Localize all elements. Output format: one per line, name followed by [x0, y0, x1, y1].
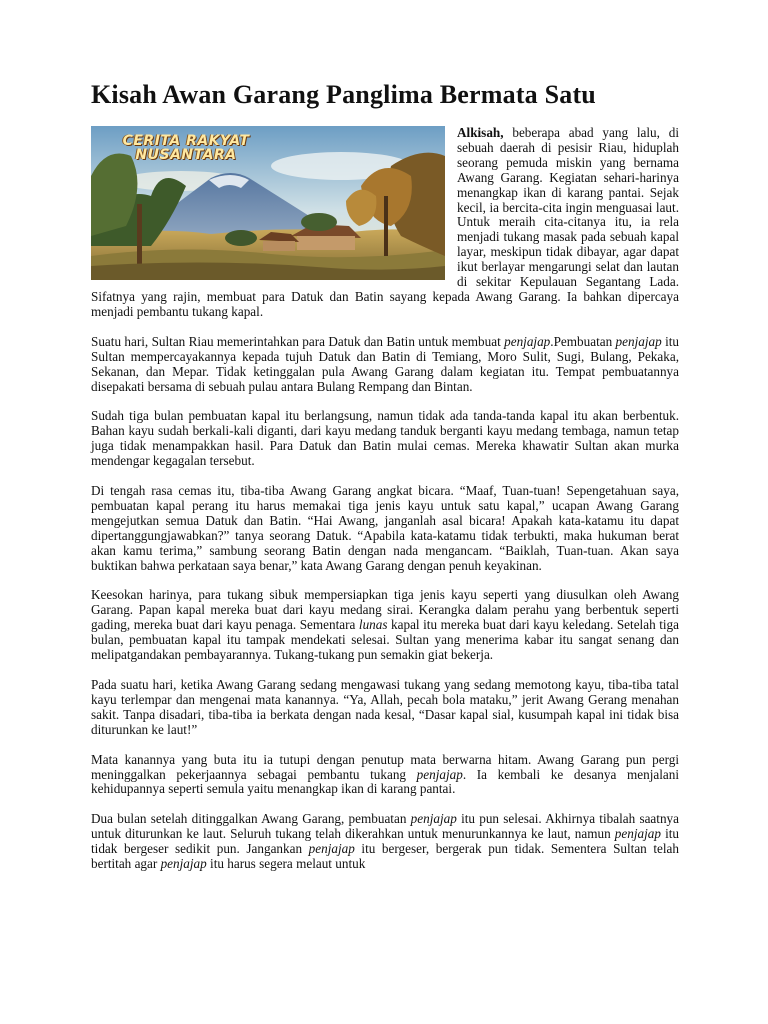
paragraph-2 — [91, 335, 679, 395]
banner-line-2: NUSANTARA — [135, 147, 237, 163]
paragraph-5-text-c: kapal itu mereka buat dari kayu keledang. Setelah tiga bulan, pembuatan kapal itu tampak mendekati selesai. Sultan yang menerima kabar itu sangat senang dan melipatgandakan pembayarannya. Tukang-tukang pun semakin giat bekerja. — [91, 617, 679, 663]
paragraph-2-text-a: Suatu hari, Sultan Riau memerintahkan para Datuk dan Batin untuk membuat — [91, 333, 505, 349]
italic-term: penjajap — [614, 826, 661, 842]
story-banner — [91, 134, 281, 162]
paragraph-1-text: beberapa abad yang lalu, di sebuah daerah di pesisir Riau, hiduplah seorang pemuda miskin yang bernama Awang Garang. Kegiatan sehari-harinya menangkap ikan di karang pantai. Sejak kecil, ia bercita-cita ingin menguasai laut. Untuk meraih cita-citanya itu, ia rela menjadi tukang masak pada sebuah kapal layar, meskipun tidak dibayar, agar dapat ikut berlayar mengarungi selat dan lautan di sekitar Kepulauan Segantang Lada. Sifatnya yang rajin, membuat para Datuk dan Batin sayang kepada Awang Garang. Ia bahkan dipercaya menjadi pembantu tukang kapal. — [91, 125, 679, 319]
italic-term: penjajap — [615, 333, 662, 349]
paragraph-5 — [91, 588, 679, 663]
lead-word: Alkisah, — [457, 125, 504, 140]
italic-term: penjajap — [308, 841, 355, 857]
story-illustration — [91, 126, 445, 280]
paragraph-8 — [91, 812, 679, 872]
paragraph-5-text-a: Keesokan harinya, para tukang sibuk mempersiapkan tiga jenis kayu seperti yang diusulkan oleh Awang Garang. Papan kapal mereka buat dari kayu medang sirai. Kerangka dalam perahu yang berbentuk seperti gading, mereka buat dari kayu penaga. Sementara — [91, 587, 679, 633]
paragraph-7-text-a: Mata kanannya yang buta itu ia tutupi dengan penutup mata berwarna hitam. Awang Garang pun pergi meninggalkan pekerjaannya sebagai pembantu tukang — [91, 751, 679, 782]
italic-term: penjajap — [410, 811, 457, 827]
paragraph-7-text-c: . Ia kembali ke desanya menjalani kehidupannya seperti semula yaitu menangkap ikan di karang pantai. — [91, 766, 679, 797]
paragraph-8-text-a: Dua bulan setelah ditinggalkan Awang Garang, pembuatan — [91, 811, 411, 827]
paragraph-8-text-c: itu pun selesai. Akhirnya tibalah saatnya untuk diturunkan ke laut. Seluruh tukang telah dikerahkan untuk menurunkannya ke laut, namun — [91, 811, 679, 842]
paragraph-3: Sudah tiga bulan pembuatan kapal itu berlangsung, namun tidak ada tanda-tanda kapal itu akan berbentuk. Bahan kayu sudah berkali-kali diganti, dari kayu medang tanduk berganti kayu medang tembaga, namun tetap juga tidak menampakkan hasil. Para Datuk dan Batin mulai cemas. Mereka khawatir Sultan akan murka mendengar kegagalan tersebut. — [91, 408, 679, 469]
italic-term: penjajap — [416, 766, 463, 782]
paragraph-6: Pada suatu hari, ketika Awang Garang sedang mengawasi tukang yang sedang memotong kayu, tiba-tiba tatal kayu terlempar dan mengenai mata kanannya. “Ya, Allah, pecah bola mataku,” jerit Awang Gerang menahan sakit. Tanpa disadari, tiba-tiba ia berkata dengan nada kesal, “Dasar kapal sial, kusumpah kapal ini tidak bisa diturunkan ke laut!” — [91, 677, 679, 737]
paragraph-8-text-g: itu bergeser, bergerak pun tidak. Sementera Sultan telah bertitah agar — [91, 841, 679, 872]
banner-line-1: CERITA RAKYAT — [122, 133, 250, 149]
italic-term: lunas — [358, 617, 388, 633]
paragraph-7 — [91, 753, 679, 798]
paragraph-2-text-e: itu Sultan mempercayakannya kepada tujuh Datuk dan Batin di Temiang, Moro Sulit, Sugi, Bulang, Pekaka, Sekanan, dan Mepar. Tidak ketinggalan pula Awang Garang dalam kegiatan itu. Tempat pembuatannya disepakati bersama di sebuah pulau antara Bulang Rempang dan Bintan. — [91, 333, 679, 394]
paragraph-4: Di tengah rasa cemas itu, tiba-tiba Awang Garang angkat bicara. “Maaf, Tuan-tuan! Sepengetahuan saya, pembuatan kapal perang itu harus memakai tiga jenis kayu untuk satu kapal,” ucapan Awang Garang mengejutkan semua Datuk dan Batin. “Hai Awang, janganlah asal bicara! Apakah kata-katamu itu dapat dipertanggungjawabkan?” tanya seorang Datuk. “Apabila kata-katamu tidak terbukti, maka hukuman berat akan kamu terima,” sambung seorang Batin dengan nada mengancam. “Baiklah, Tuan-tuan. Akan saya buktikan bahwa perkataan saya benar,” kata Awang Garang dengan penuh keyakinan. — [91, 483, 679, 573]
italic-term: penjajap — [160, 856, 207, 872]
paragraph-8-text-e: itu tidak bergeser sedikit pun. Jangankan — [91, 826, 679, 857]
paragraph-2-text-c: .Pembuatan — [550, 333, 616, 349]
paragraph-8-text-i: itu harus segera melaut untuk — [206, 856, 366, 872]
article-body — [91, 126, 679, 887]
italic-term: penjajap — [504, 333, 551, 349]
document-title: Kisah Awan Garang Panglima Bermata Satu — [91, 80, 596, 109]
